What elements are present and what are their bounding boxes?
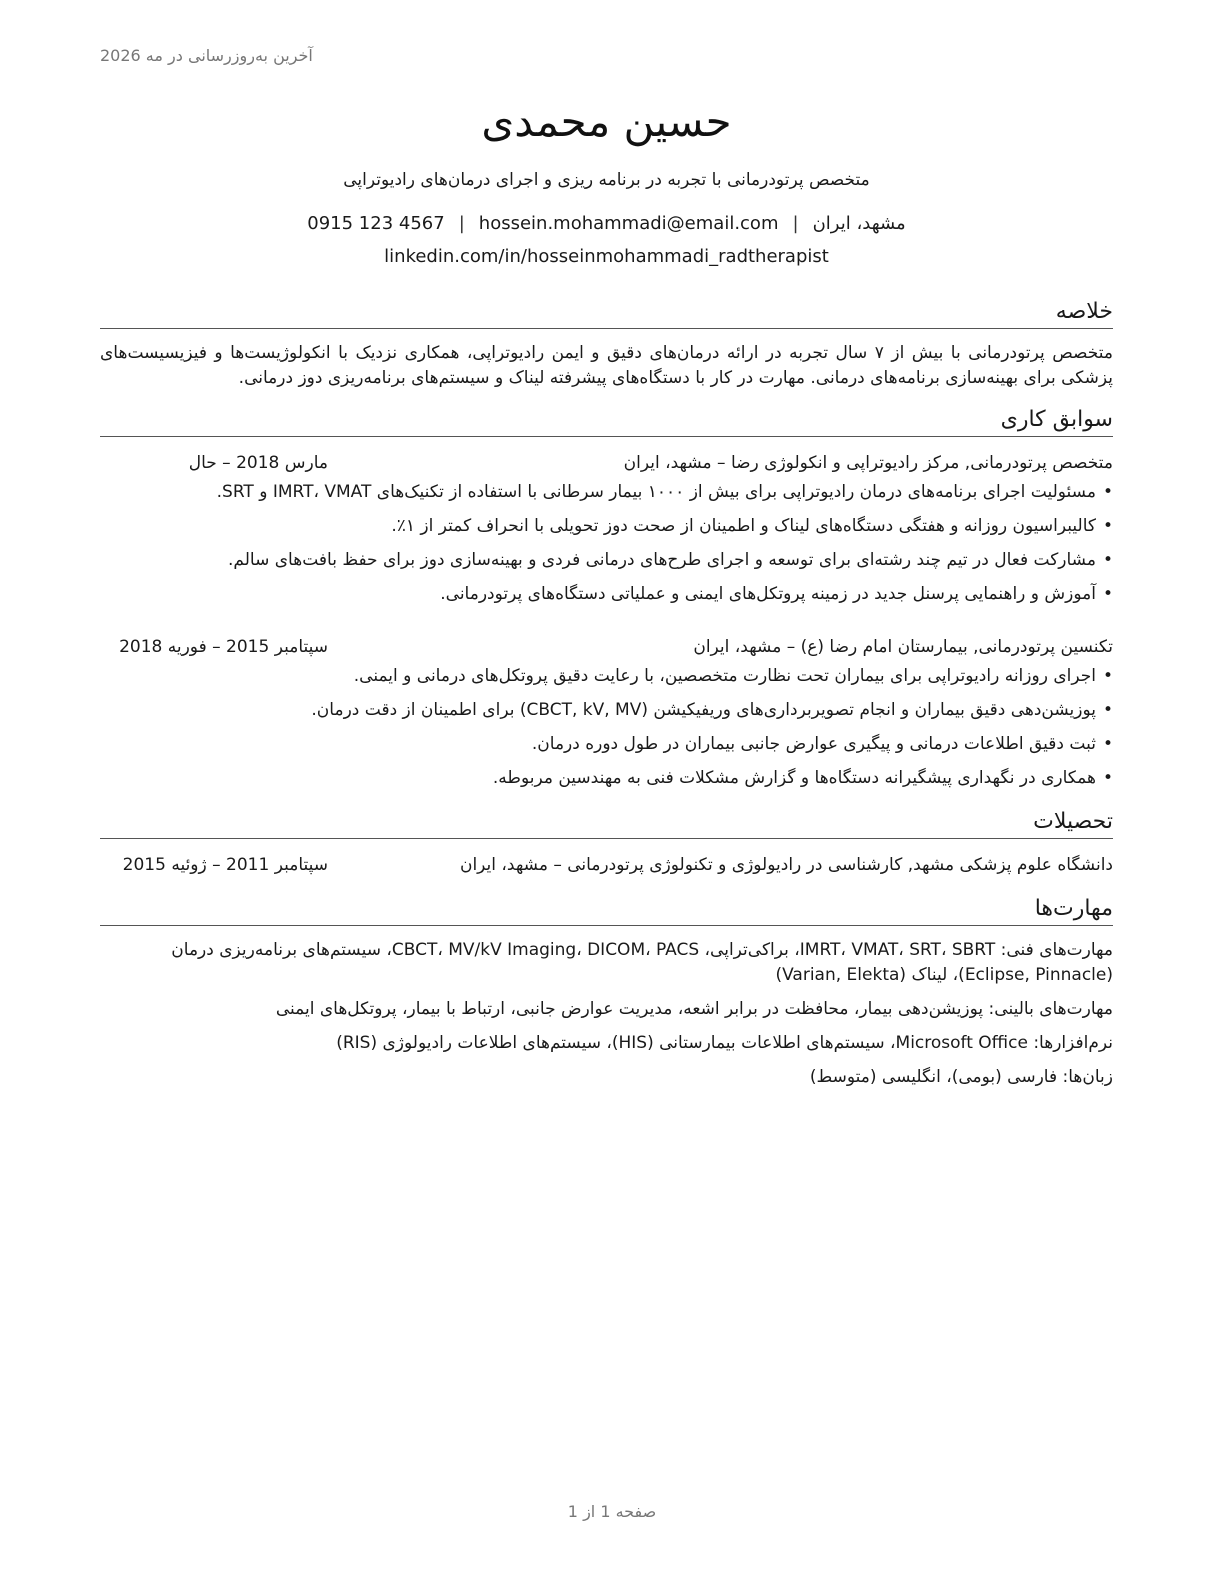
job-dates: مارس 2018 – حال — [188, 453, 328, 473]
contact-separator: | — [458, 213, 465, 234]
skills-line-technical: مهارت‌های فنی: IMRT، VMAT، SRT، SBRT، براکی‌تراپی، CBCT، MV/kV Imaging، DICOM، PACS، سیستم‌های برنامه‌ریزی درمان (Eclipse, Pinnacle)، لیناک (Varian, Elekta) — [171, 940, 1113, 985]
skills-section — [100, 894, 1113, 1090]
contact-line — [100, 210, 1113, 238]
job-bullet: • اجرای روزانه رادیوتراپی برای بیماران تحت نظارت متخصصین، با رعایت دقیق پروتکل‌های درمانی و ایمنی. — [100, 664, 1113, 689]
job-bullet: • پوزیشن‌دهی دقیق بیماران و انجام تصویربرداری‌های وریفیکیشن (CBCT, kV, MV) برای اطمینان از دقت درمان. — [100, 698, 1113, 723]
job-title: تکنسین پرتودرمانی, بیمارستان امام رضا (ع) – مشهد، ایران — [693, 637, 1113, 657]
job-bullets — [100, 664, 1113, 791]
contact-phone: 0915 123 4567 — [307, 213, 445, 234]
job-bullets — [100, 480, 1113, 607]
contact-separator: | — [792, 213, 799, 234]
education-heading: تحصیلات — [100, 807, 1113, 839]
education-entry — [100, 853, 1113, 878]
education-dates: سپتامبر 2011 – ژوئیه 2015 — [122, 855, 328, 875]
summary-heading: خلاصه — [100, 297, 1113, 329]
contact-linkedin-line — [100, 243, 1113, 271]
job-bullet: • آموزش و راهنمایی پرسنل جدید در زمینه پروتکل‌های ایمنی و عملیاتی دستگاه‌های پرتودرمانی. — [100, 582, 1113, 607]
job-dates: سپتامبر 2015 – فوریه 2018 — [119, 637, 328, 657]
page-number: صفحه 1 از 1 — [567, 1502, 657, 1521]
skills-heading: مهارت‌ها — [100, 894, 1113, 926]
resume-page — [100, 92, 1113, 1099]
job-bullet: • مسئولیت اجرای برنامه‌های درمان رادیوتراپی برای بیش از ۱۰۰۰ بیمار سرطانی با استفاده از تکنیک‌های IMRT، VMAT و SRT. — [100, 480, 1113, 505]
contact-email[interactable]: hossein.mohammadi@email.com — [478, 213, 779, 234]
summary-text: متخصص پرتودرمانی با بیش از ۷ سال تجربه در ارائه درمان‌های دقیق و ایمن رادیوتراپی، همکاری نزدیک با انکولوژیست‌ها و فیزیسیست‌های پزشکی برای بهینه‌سازی برنامه‌های درمانی. مهارت در کار با دستگاه‌های پیشرفته لیناک و سیستم‌های برنامه‌ریزی دوز درمانی. — [100, 343, 1113, 388]
experience-section — [100, 405, 1113, 791]
job-bullet: • کالیبراسیون روزانه و هفتگی دستگاه‌های لیناک و اطمینان از صحت دوز تحویلی با انحراف کمتر از ۱٪. — [100, 514, 1113, 539]
skills-line-clinical: مهارت‌های بالینی: پوزیشن‌دهی بیمار، محافظت در برابر اشعه، مدیریت عوارض جانبی، ارتباط با بیمار، پروتکل‌های ایمنی — [275, 999, 1113, 1019]
skills-list — [100, 938, 1113, 1090]
candidate-name: حسین محمدی — [481, 97, 732, 146]
experience-heading: سوابق کاری — [100, 405, 1113, 437]
job-title: متخصص پرتودرمانی, مرکز رادیوتراپی و انکولوژی رضا – مشهد، ایران — [623, 453, 1113, 473]
contact-linkedin[interactable]: linkedin.com/in/hosseinmohammadi_radtherapist — [384, 246, 829, 267]
skills-line-languages: زبان‌ها: فارسی (بومی)، انگلیسی (متوسط) — [809, 1067, 1113, 1087]
summary-section — [100, 297, 1113, 391]
candidate-tagline: متخصص پرتودرمانی با تجربه در برنامه ریزی و اجرای درمان‌های رادیوتراپی — [343, 170, 870, 190]
job-header — [100, 635, 1113, 660]
contact-location: مشهد، ایران — [812, 213, 906, 234]
last-updated-note: آخرین به‌روزرسانی در مه 2026 — [100, 46, 313, 65]
education-title: دانشگاه علوم پزشکی مشهد, کارشناسی در رادیولوژی و تکنولوژی پرتودرمانی – مشهد، ایران — [459, 855, 1113, 875]
job-header — [100, 451, 1113, 476]
job-bullet: • مشارکت فعال در تیم چند رشته‌ای برای توسعه و اجرای طرح‌های درمانی فردی و بهینه‌سازی دوز برای حفظ بافت‌های سالم. — [100, 548, 1113, 573]
job-bullet: • همکاری در نگهداری پیشگیرانه دستگاه‌ها و گزارش مشکلات فنی به مهندسین مربوطه. — [100, 766, 1113, 791]
education-section — [100, 807, 1113, 878]
skills-line-software: نرم‌افزارها: Microsoft Office، سیستم‌های اطلاعات بیمارستانی (HIS)، سیستم‌های اطلاعات رادیولوژی (RIS) — [336, 1033, 1113, 1053]
job-bullet: • ثبت دقیق اطلاعات درمانی و پیگیری عوارض جانبی بیماران در طول دوره درمان. — [100, 732, 1113, 757]
